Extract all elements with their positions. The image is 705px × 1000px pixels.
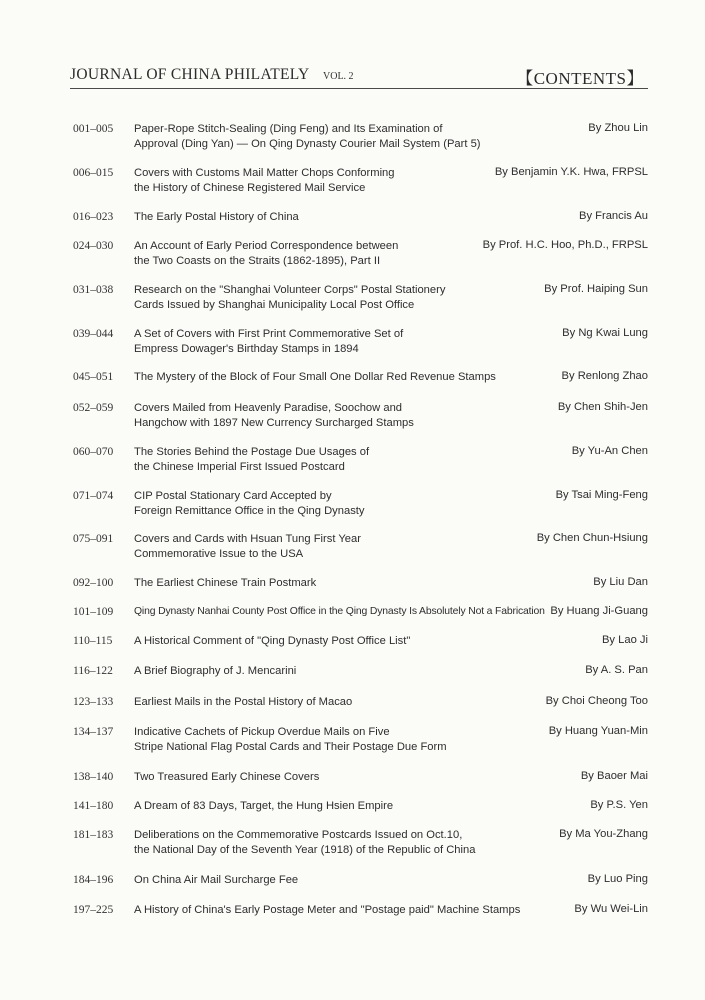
- article-title: [134, 283, 514, 312]
- page-range: 134–137: [73, 726, 114, 738]
- article-author: By Zhou Lin: [588, 122, 648, 134]
- contents-heading: 【CONTENTS】: [516, 69, 644, 88]
- article-title-line: A Dream of 83 Days, Target, the Hung Hsien Empire: [134, 800, 394, 812]
- article-title: [134, 770, 514, 785]
- header-rule: [70, 88, 648, 89]
- article-author: By Benjamin Y.K. Hwa, FRPSL: [494, 166, 648, 178]
- article-author: By Chen Shih-Jen: [557, 401, 648, 413]
- article-title-line: The Early Postal History of China: [134, 211, 299, 223]
- volume-label: VOL. 2: [323, 71, 354, 82]
- page-range: 045–051: [73, 371, 114, 383]
- article-title: [134, 166, 514, 195]
- article-title-line: A Set of Covers with First Print Commemorative Set of: [134, 328, 404, 340]
- article-title: [134, 122, 514, 151]
- article-title-line: Earliest Mails in the Postal History of Macao: [134, 696, 353, 708]
- article-author: By Prof. H.C. Hoo, Ph.D., FRPSL: [482, 239, 648, 251]
- article-title-line: A Historical Comment of "Qing Dynasty Post Office List": [134, 635, 411, 647]
- article-title-line: The Mystery of the Block of Four Small One Dollar Red Revenue Stamps: [134, 371, 496, 383]
- article-author: By P.S. Yen: [590, 799, 648, 811]
- page-range: 031–038: [73, 284, 114, 296]
- article-title-line: the National Day of the Seventh Year (1918) of the Republic of China: [134, 843, 476, 856]
- article-title-line: Deliberations on the Commemorative Postcards Issued on Oct.10,: [134, 829, 463, 841]
- page-range: 075–091: [73, 533, 114, 545]
- article-author: By Choi Cheong Too: [545, 695, 648, 707]
- article-title: [134, 370, 514, 385]
- article-title-line: CIP Postal Stationary Card Accepted by: [134, 490, 332, 502]
- article-title-line: Two Treasured Early Chinese Covers: [134, 771, 320, 783]
- article-author: By Huang Yuan-Min: [548, 725, 648, 737]
- article-title: [134, 725, 514, 754]
- page-range: 071–074: [73, 490, 114, 502]
- article-title-line: Qing Dynasty Nanhai County Post Office in the Qing Dynasty Is Absolutely Not a Fabrication: [134, 606, 545, 617]
- page-range: 141–180: [73, 800, 114, 812]
- article-title-line: Hangchow with 1897 New Currency Surcharged Stamps: [134, 416, 414, 429]
- page-range: 052–059: [73, 402, 114, 414]
- article-title-line: Covers and Cards with Hsuan Tung First Year: [134, 533, 361, 545]
- article-title-line: Paper-Rope Stitch-Sealing (Ding Feng) and Its Examination of: [134, 123, 443, 135]
- page-range: 110–115: [73, 635, 113, 647]
- page-range: 016–023: [73, 211, 114, 223]
- article-title-line: A Brief Biography of J. Mencarini: [134, 665, 297, 677]
- article-title: [134, 664, 514, 679]
- article-title-line: On China Air Mail Surcharge Fee: [134, 874, 299, 886]
- article-author: By A. S. Pan: [585, 664, 648, 676]
- page-range: 184–196: [73, 874, 114, 886]
- article-title: [134, 695, 514, 710]
- page-range: 006–015: [73, 167, 114, 179]
- article-title: [134, 605, 545, 620]
- page-range: 101–109: [73, 606, 114, 618]
- article-title-line: Empress Dowager's Birthday Stamps in 1894: [134, 342, 359, 355]
- article-author: By Francis Au: [578, 210, 648, 222]
- article-title: [134, 799, 514, 814]
- page-range: 116–122: [73, 665, 113, 677]
- article-title: [134, 327, 514, 356]
- article-title: [134, 576, 514, 591]
- page-range: 039–044: [73, 328, 114, 340]
- article-title-line: The Earliest Chinese Train Postmark: [134, 577, 317, 589]
- article-title-line: Indicative Cachets of Pickup Overdue Mails on Five: [134, 726, 390, 738]
- page-range: 060–070: [73, 446, 114, 458]
- article-title-line: An Account of Early Period Correspondence between: [134, 240, 399, 252]
- article-title: [134, 828, 514, 857]
- article-title-line: the Chinese Imperial First Issued Postcard: [134, 460, 345, 473]
- article-title: [134, 873, 514, 888]
- page-range: 092–100: [73, 577, 114, 589]
- article-title-line: Approval (Ding Yan) — On Qing Dynasty Courier Mail System (Part 5): [134, 137, 481, 150]
- article-title: [134, 634, 514, 649]
- article-title-line: Stripe National Flag Postal Cards and Their Postage Due Form: [134, 740, 447, 753]
- article-title-line: Commemorative Issue to the USA: [134, 547, 304, 560]
- article-title-line: Covers with Customs Mail Matter Chops Conforming: [134, 167, 395, 179]
- page-range: 138–140: [73, 771, 114, 783]
- article-title: [134, 239, 514, 268]
- article-title-line: the History of Chinese Registered Mail Service: [134, 181, 366, 194]
- page-range: 001–005: [73, 123, 114, 135]
- journal-title: JOURNAL OF CHINA PHILATELY: [70, 66, 310, 83]
- article-title-line: Covers Mailed from Heavenly Paradise, Soochow and: [134, 402, 403, 414]
- article-title: [134, 210, 514, 225]
- page-range: 181–183: [73, 829, 114, 841]
- article-author: By Luo Ping: [587, 873, 648, 885]
- page-range: 024–030: [73, 240, 114, 252]
- article-author: By Tsai Ming-Feng: [555, 489, 648, 501]
- article-author: By Ng Kwai Lung: [562, 327, 648, 339]
- article-title-line: The Stories Behind the Postage Due Usages of: [134, 446, 370, 458]
- article-title-line: the Two Coasts on the Straits (1862-1895), Part II: [134, 254, 381, 267]
- article-author: By Lao Ji: [601, 634, 648, 646]
- article-title: [134, 401, 514, 430]
- article-title-line: Cards Issued by Shanghai Municipality Local Post Office: [134, 298, 415, 311]
- page-header: [70, 64, 648, 88]
- article-author: By Chen Chun-Hsiung: [536, 532, 648, 544]
- article-author: By Huang Ji-Guang: [550, 605, 648, 617]
- article-title-line: Foreign Remittance Office in the Qing Dynasty: [134, 504, 365, 517]
- article-title: [134, 489, 514, 518]
- page-range: 123–133: [73, 696, 114, 708]
- article-title: [134, 532, 514, 561]
- article-author: By Yu-An Chen: [571, 445, 648, 457]
- article-title-line: Research on the "Shanghai Volunteer Corps" Postal Stationery: [134, 284, 446, 296]
- article-author: By Wu Wei-Lin: [574, 903, 648, 915]
- article-title-line: A History of China's Early Postage Meter and "Postage paid" Machine Stamps: [134, 904, 521, 916]
- article-title: [134, 903, 521, 918]
- article-author: By Baoer Mai: [580, 770, 648, 782]
- page-range: 197–225: [73, 904, 114, 916]
- article-author: By Prof. Haiping Sun: [544, 283, 648, 295]
- article-author: By Ma You-Zhang: [559, 828, 648, 840]
- article-title: [134, 445, 514, 474]
- article-author: By Renlong Zhao: [561, 370, 648, 382]
- article-author: By Liu Dan: [593, 576, 648, 588]
